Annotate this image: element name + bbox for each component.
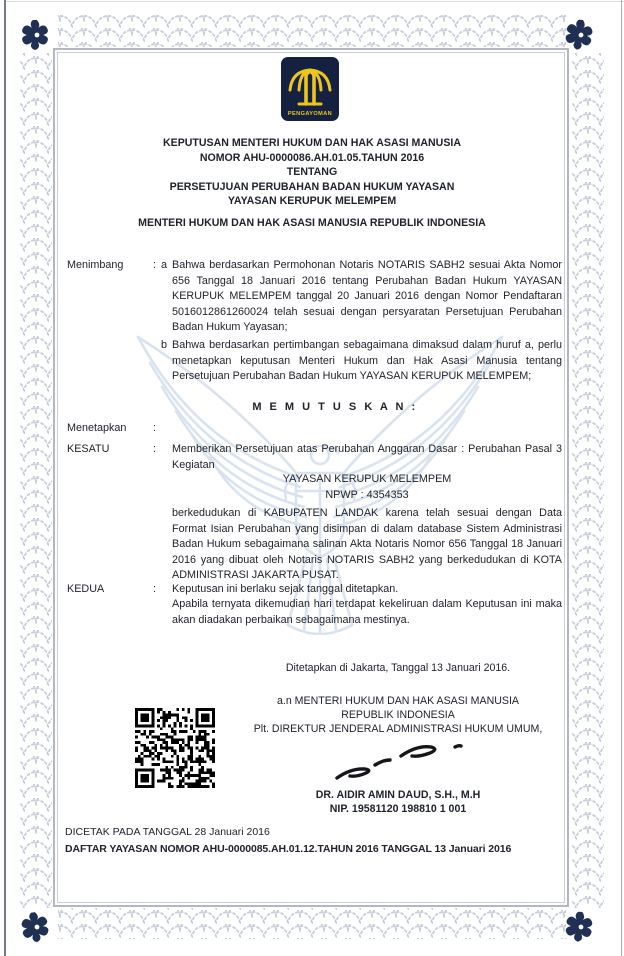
handwritten-signature — [323, 740, 473, 786]
kesatu-label: KESATU — [67, 443, 110, 455]
signer-name: DR. AIDIR AMIN DAUD, S.H., M.H — [315, 789, 481, 801]
kesatu-colon: : — [153, 443, 156, 455]
kesatu-detail: berkedudukan di KABUPATEN LANDAK karena telah sesuai dengan Data Format Isian Perubahan yang disimpan di dalam database Sistem Administrasi Badan Hukum sebagaimana salinan Akta Notaris Nomor 656 Tanggal 18 Januari 2016 yang dibuat oleh Notaris NOTARIS SABH2 yang berkedudukan di KOTA ADMINISTRASI JAKARTA PUSAT. — [172, 507, 562, 581]
title-line-1: KEPUTUSAN MENTERI HUKUM DAN HAK ASASI MANUSIA — [162, 137, 461, 149]
title-line-4: PERSETUJUAN PERUBAHAN BADAN HUKUM YAYASAN — [169, 180, 455, 193]
menetapkan-colon: : — [153, 422, 156, 434]
signature-place-date: Ditetapkan di Jakarta, Tanggal 13 Januari 2016. — [285, 662, 511, 674]
footer-block — [65, 824, 565, 858]
document-title-block — [60, 136, 564, 231]
menimbang-colon: : — [153, 259, 156, 271]
signature-country: REPUBLIK INDONESIA — [341, 709, 455, 721]
menimbang-item-b-letter: b — [161, 339, 168, 351]
memutuskan-heading: M E M U T U S K A N : — [252, 401, 418, 413]
pengayoman-logo — [281, 57, 339, 121]
kesatu-entity-name: YAYASAN KERUPUK MELEMPEM — [282, 473, 452, 485]
menimbang-item-a-letter: a — [161, 259, 168, 271]
kesatu-npwp: NPWP : 4354353 — [325, 489, 409, 501]
signature-position: Plt. DIREKTUR JENDERAL ADMINISTRASI HUKUM UMUM, — [253, 723, 543, 735]
signer-nip: NIP. 19581120 198810 1 001 — [329, 803, 467, 815]
footer-register-number: DAFTAR YAYASAN NOMOR AHU-0000085.AH.01.12.TAHUN 2016 TANGGAL 13 Januari 2016 — [65, 843, 512, 855]
qr-code — [135, 708, 215, 788]
title-line-3: TENTANG — [286, 166, 338, 179]
signature-on-behalf: a.n MENTERI HUKUM DAN HAK ASASI MANUSIA — [277, 695, 519, 707]
logo-caption: PENGAYOMAN — [287, 111, 333, 117]
footer-printed-date: DICETAK PADA TANGGAL 28 Januari 2016 — [65, 826, 270, 838]
menimbang-label: Menimbang — [67, 259, 124, 271]
kedua-line1: Keputusan ini berlaku sejak tanggal ditetapkan. — [172, 583, 399, 595]
menimbang-item-a-text: Bahwa berdasarkan Permohonan Notaris NOTARIS SABH2 sesuai Akta Nomor 656 Tanggal 18 Januari 2016 tentang Perubahan Badan Hukum YAYASAN KERUPUK MELEMPEM tanggal 20 Januari 2016 dengan Nomor Pendaftaran 5016012861260024 telah sesuai dengan persyaratan Persetujuan Perubahan Badan Hukum Yayasan; — [172, 259, 562, 333]
signature-block — [252, 661, 544, 816]
menimbang-item-b-text: Bahwa berdasarkan pertimbangan sebagaimana dimaksud dalam huruf a, perlu menetapkan keputusan Menteri Hukum dan Hak Asasi Manusia tentang Persetujuan Perubahan Badan Hukum YAYASAN KERUPUK MELEMPEM; — [172, 339, 562, 382]
title-line-5: YAYASAN KERUPUK MELEMPEM — [227, 195, 397, 208]
title-line-2: NOMOR AHU-0000086.AH.01.05.TAHUN 2016 — [199, 151, 425, 164]
kesatu-text: Memberikan Persetujuan atas Perubahan Anggaran Dasar : Perubahan Pasal 3 Kegiatan — [172, 443, 562, 471]
menetapkan-label: Menetapkan — [67, 422, 127, 434]
kedua-label: KEDUA — [67, 583, 105, 595]
kedua-line2: Apabila ternyata dikemudian hari terdapat kekeliruan dalam Keputusan ini maka akan diadakan perbaikan sebagaimana mestinya. — [172, 598, 562, 626]
title-line-6: MENTERI HUKUM DAN HAK ASASI MANUSIA REPUBLIK INDONESIA — [138, 216, 486, 229]
kedua-colon: : — [153, 583, 156, 595]
